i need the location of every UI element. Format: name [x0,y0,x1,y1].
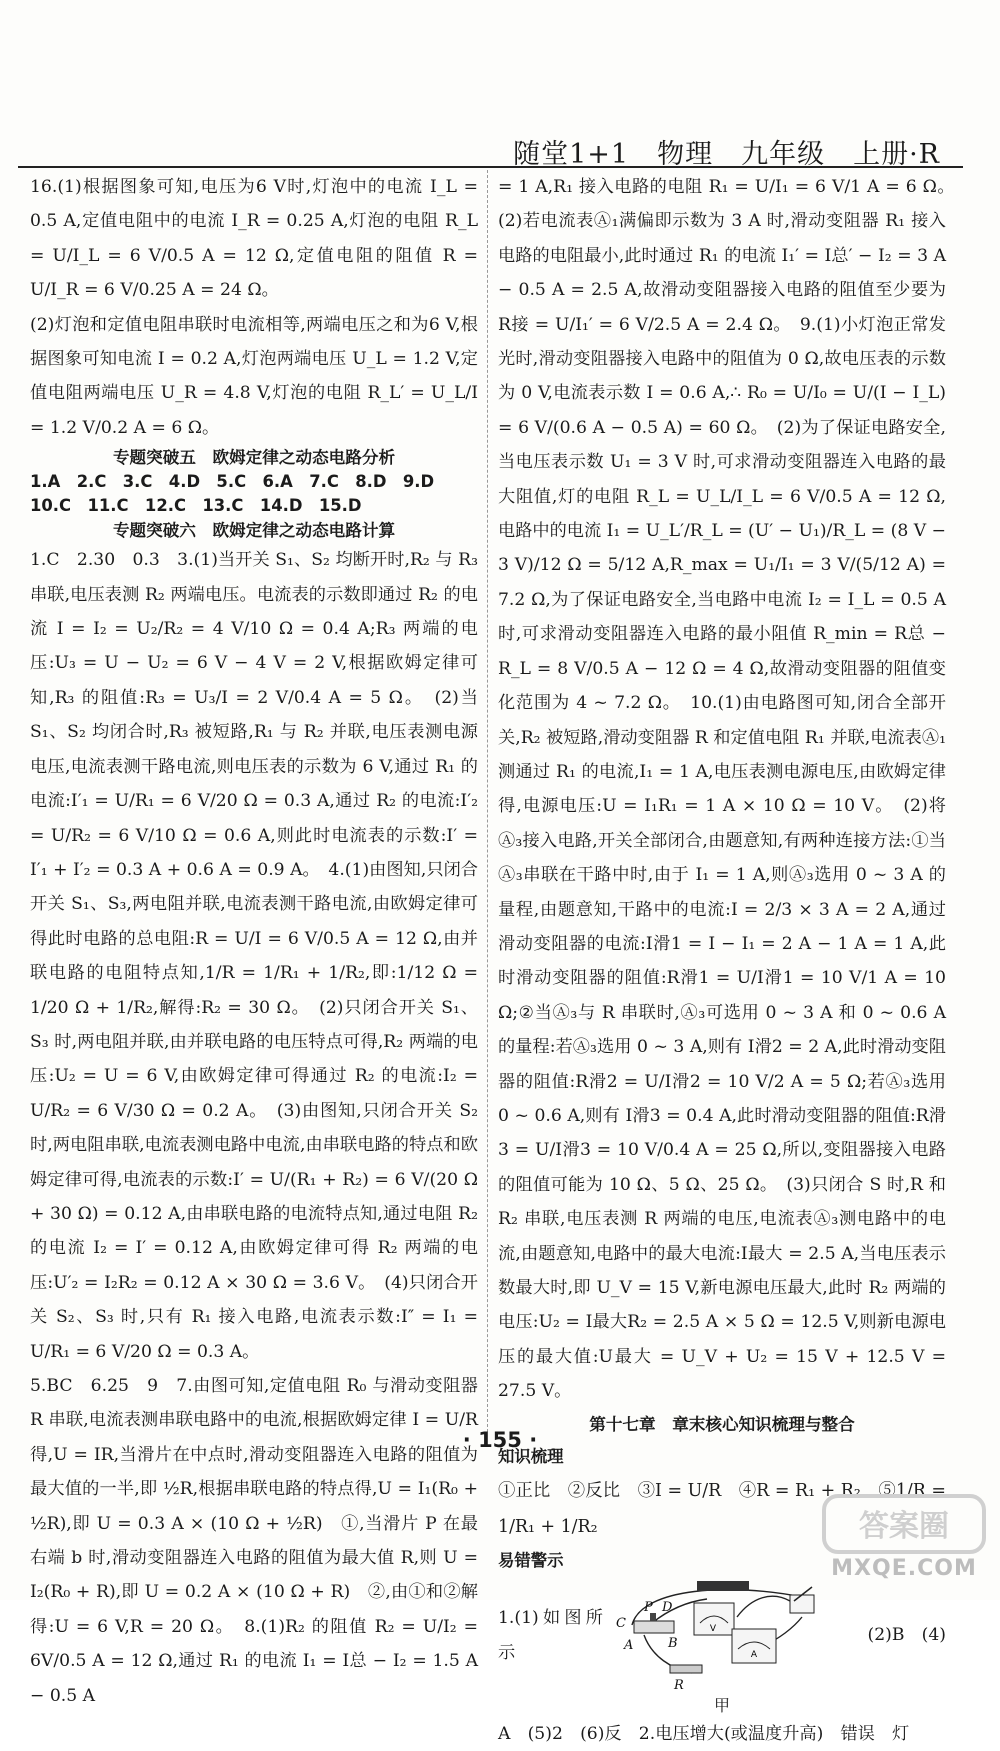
page-number: · 155 · [462,1428,538,1452]
chapter-title: 第十七章 章末核心知识梳理与整合 [589,1414,855,1434]
mistake-q1-suffix: (2)B (4) [867,1625,946,1646]
knowledge-heading: 知识梳理 [498,1446,564,1466]
q16-part1: 16.(1)根据图象可知,电压为6 V时,灯泡中的电流 I_L = 0.5 A,定值电阻中的电流 I_R = 0.25 A,灯泡的电阻 R_L = U/I_L = 6 V/0.5 A = 12 Ω,定值电阻的阻值 R = U/I_R = 6 V/0.25 A = 24 Ω。 [30,177,478,301]
header-rule [18,166,963,168]
watermark-badge-text: 答案圈 [859,1509,949,1544]
knowledge-items: ①正比 ②反比 ③I = U/R ④R = R₁ + R₂ ⑤1/R = 1/R₁ + 1/R₂ [498,1480,946,1537]
label-a: A [624,1637,634,1653]
mistake-tail: A (5)2 (6)反 2.电压增大(或温度升高) 错误 灯 [498,1723,910,1744]
circuit-diagram-figure [612,1577,827,1695]
column-divider [487,170,488,1432]
label-d: D [662,1599,673,1615]
section5-answers-row2: 10.C 11.C 12.C 13.C 14.D 15.D [30,496,362,516]
page-header: 随堂1+1 物理 九年级 上册·R [513,139,940,170]
left-column [30,170,478,1713]
section5-answers-row1: 1.A 2.C 3.C 4.D 5.C 6.A 7.C 8.D 9.D [30,472,435,492]
figure-caption: 甲 [713,1695,730,1715]
watermark-badge [818,1492,990,1596]
label-c: C [616,1615,626,1631]
ammeter-label: A [750,1649,758,1660]
right-body: = 1 A,R₁ 接入电路的电阻 R₁ = U/I₁ = 6 V/1 A = 6 Ω。 (2)若电流表Ⓐ₁满偏即示数为 3 A 时,滑动变阻器 R₁ 接入电路的电阻最小,此时通过 R₁ 的电流 I₁′ = I总′ − I₂ = 3 A − 0.5 A = 2.5 A,故滑动变阻器接入电路的阻值至少要为 R接 = U/I₁′ = 6 V/2.5 A = 2.4 Ω。 9.(1)小灯泡正常发光时,滑动变阻器接入电路中的阻值为 0 Ω,故电压表的示数为 0 V,电流表示数 I = 0.6 A,∴ R₀ = U/I₀ = U/(I − I_L) = 6 V/(0.6 A − 0.5 A) = 60 Ω。 (2)为了保证电路安全,当电压表示数 U₁ = 3 V 时,可求滑动变阻器连入电路的最大阻值,灯的电阻 R_L = U_L/I_L = 6 V/0.5 A = 12 Ω,电路中的电流 I₁ = U_L′/R_L = (U′ − U₁)/R_L = (8 V − 3 V)/12 Ω = 5/12 A,R_max = U₁/I₁ = 3 V/(5/12 A) = 7.2 Ω,为了保证电路安全,当电路中电流 I₂ = I_L = 0.5 A 时,可求滑动变阻器连入电路的最小阻值 R_min = R总 − R_L = 8 V/0.5 A − 12 Ω = 4 Ω,故滑动变阻器的阻值变化范围为 4 ~ 7.2 Ω。 10.(1)由电路图可知,闭合全部开关,R₂ 被短路,滑动变阻器 R 和定值电阻 R₁ 并联,电流表Ⓐ₁测通过 R₁ 的电流,I₁ = 1 A,电压表测电源电压,由欧姆定律得,电源电压:U = I₁R₁ = 1 A × 10 Ω = 10 V。 (2)将Ⓐ₃接入电路,开关全部闭合,由题意知,有两种连接方法:①当Ⓐ₃串联在干路中时,由于 I₁ = 1 A,则Ⓐ₃选用 0 ~ 3 A 的量程,由题意知,干路中的电流:I = 2/3 × 3 A = 2 A,通过滑动变阻器的电流:I滑1 = I − I₁ = 2 A − 1 A = 1 A,此时滑动变阻器的阻值:R滑1 = U/I滑1 = 10 V/1 A = 10 Ω;②当Ⓐ₃与 R 串联时,Ⓐ₃可选用 0 ~ 3 A 和 0 ~ 0.6 A 的量程:若Ⓐ₃选用 0 ~ 3 A,则有 I滑2 = 2 A,此时滑动变阻器的阻值:R滑2 = U/I滑2 = 10 V/2 A = 5 Ω;若Ⓐ₃选用 0 ~ 0.6 A,则有 I滑3 = 0.4 A,此时滑动变阻器的阻值:R滑3 = U/I滑3 = 10 V/0.4 A = 25 Ω,所以,变阻器接入电路的阻值可能为 10 Ω、5 Ω、25 Ω。 (3)只闭合 S 时,R 和 R₂ 串联,电压表测 R 两端的电压,电流表Ⓐ₃测电路中的电流,由题意知,电路中的最大电流:I最大 = 2.5 A,当电压表示数最大时,即 U_V = 15 V,新电源电压最大,此时 R₂ 两端的电压:U₂ = I最大R₂ = 2.5 A × 5 Ω = 12.5 V,则新电源电压的最大值:U最大 = U_V + U₂ = 15 V + 12.5 V = 27.5 V。 [498,177,964,1402]
watermark-text: MXQE.COM [831,1556,977,1581]
battery-icon [697,1581,749,1591]
mistake-q1-prefix: 1.(1)如图所示 [498,1608,603,1663]
rheostat-icon [634,1613,674,1633]
label-r: R [674,1677,684,1693]
mistake-heading: 易错警示 [498,1550,564,1570]
section6-body-1: 1.C 2.30 0.3 3.(1)当开关 S₁、S₂ 均断开时,R₂ 与 R₃ 串联,电压表测 R₂ 两端电压。电流表的示数即通过 R₂ 的电流 I = I₂ = U₂/R₂ = 4 V/10 Ω = 0.4 A;R₃ 两端的电压:U₃ = U − U₂ = 6 V − 4 V = 2 V,根据欧姆定律可知,R₃ 的阻值:R₃ = U₃/I = 2 V/0.4 A = 5 Ω。 (2)当 S₁、S₂ 均闭合时,R₃ 被短路,R₁ 与 R₂ 并联,电压表测电源电压,电流表测干路电流,则电压表的示数为 6 V,通过 R₁ 的电流:I′₁ = U/R₁ = 6 V/20 Ω = 0.3 A,通过 R₂ 的电流:I′₂ = U/R₂ = 6 V/10 Ω = 0.6 A,则此时电流表的示数:I′ = I′₁ + I′₂ = 0.3 A + 0.6 A = 0.9 A。 4.(1)由图知,只闭合开关 S₁、S₃,两电阻并联,电流表测干路电流,由欧姆定律可得此时电路的总电阻:R = U/I = 6 V/0.5 A = 12 Ω,由并联电路的电阻特点知,1/R = 1/R₁ + 1/R₂,即:1/12 Ω = 1/20 Ω + 1/R₂,解得:R₂ = 30 Ω。 (2)只闭合开关 S₁、S₃ 时,两电阻并联,由并联电路的电压特点可得,R₂ 两端的电压:U₂ = U = 6 V,由欧姆定律可得通过 R₂ 的电流:I₂ = U/R₂ = 6 V/30 Ω = 0.2 A。 (3)由图知,只闭合开关 S₂ 时,两电阻串联,电流表测电路中电流,由串联电路的特点和欧姆定律可得,电流表的示数:I′ = U/(R₁ + R₂) = 6 V/(20 Ω + 30 Ω) = 0.12 A,由串联电路的电流特点知,通过电阻 R₂ 的电流 I₂ = I′ = 0.12 A,由欧姆定律可得 R₂ 两端的电压:U′₂ = I₂R₂ = 0.12 A × 30 Ω = 3.6 V。 (4)只闭合开关 S₂、S₃ 时,只有 R₁ 接入电路,电流表示数:I″ = I₁ = U/R₁ = 6 V/20 Ω = 0.3 A。 [30,550,478,1362]
label-b: B [668,1635,678,1651]
voltmeter-icon [694,1603,734,1635]
voltmeter-label: V [709,1623,717,1634]
section6-title: 专题突破六 欧姆定律之动态电路计算 [112,521,396,541]
q16-part2: (2)灯泡和定值电阻串联时电流相等,两端电压之和为6 V,根据图象可知电流 I = 0.2 A,灯泡两端电压 U_L = 1.2 V,定值电阻两端电压 U_R = 4.8 V,灯泡的电阻 R_L′ = U_L/I = 1.2 V/0.2 A = 6 Ω。 [30,314,478,438]
switch-icon [790,1587,814,1613]
resistor-icon [670,1665,702,1673]
section5-title: 专题突破五 欧姆定律之动态电路分析 [112,448,396,468]
label-p: P [644,1599,653,1615]
ammeter-icon [732,1629,776,1663]
section6-body-2: 5.BC 6.25 9 7.由图可知,定值电阻 R₀ 与滑动变阻器 R 串联,电流表测串联电路中的电流,根据欧姆定律 I = U/R 得,U = IR,当滑片在中点时,滑动变阻器连入电路的阻值为最大值的一半,即 ½R,根据串联电路的特点得,U = I₁(R₀ + ½R),即 U = 0.3 A × (10 Ω + ½R) ①,当滑片 P 在最右端 b 时,滑动变阻器连入电路的阻值为最大值 R,则 U = I₂(R₀ + R),即 U = 0.2 A × (10 Ω + R) ②,由①和②解得:U = 6 V,R = 20 Ω。 8.(1)R₂ 的阻值 R₂ = U/I₂ = 6V/0.5 A = 12 Ω,通过 R₁ 的电流 I₁ = I总 − I₂ = 1.5 A − 0.5 A [30,1376,478,1706]
